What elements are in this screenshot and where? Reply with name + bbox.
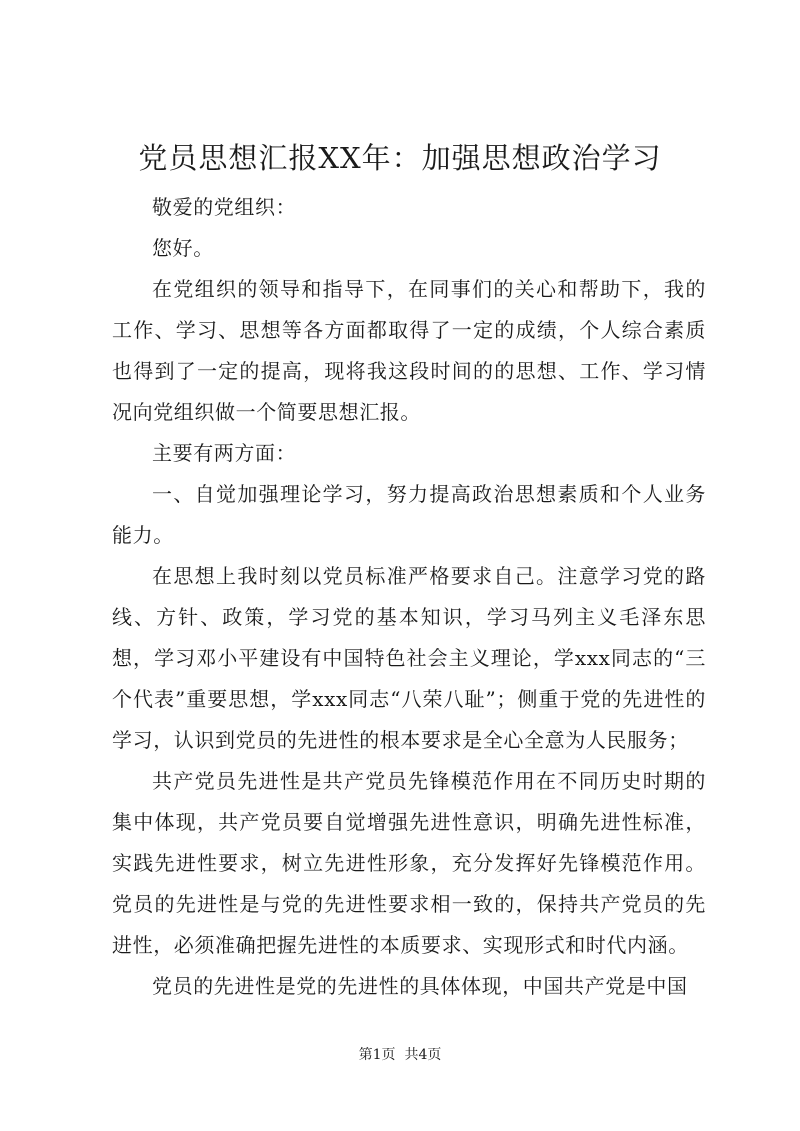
document-body xyxy=(112,187,706,1007)
document-title: 党员思想汇报XX年：加强思想政治学习 xyxy=(138,141,662,175)
salutation: 敬爱的党组织： xyxy=(152,195,297,219)
body-paragraph: 共产党员先进性是共产党员先锋模范作用在不同历史时期的集中体现，共产党员要自觉增强先进性意识，明确先进性标准，实践先进性要求，树立先进性形象，充分发挥好先锋模范作用。党员的先进性是与党的先进性要求相一致的，保持共产党员的先进性，必须准确把握先进性的本质要求、实现形式和时代内涵。 xyxy=(112,769,706,957)
page-footer: 第1页 共4页 xyxy=(358,1047,442,1063)
section-heading: 一、自觉加强理论学习，努力提高政治思想素质和个人业务能力。 xyxy=(112,482,706,547)
body-paragraph: 主要有两方面： xyxy=(152,441,297,465)
greeting: 您好。 xyxy=(152,236,214,260)
body-paragraph: 在思想上我时刻以党员标准严格要求自己。注意学习党的路线、方针、政策，学习党的基本知识，学习马列主义毛泽东思想，学习邓小平建设有中国特色社会主义理论，学xxx同志的“三个代表”重要思想，学xxx同志“八荣八耻”；侧重于党的先进性的学习，认识到党员的先进性的根本要求是全心全意为人民服务； xyxy=(112,564,706,752)
body-paragraph: 党员的先进性是党的先进性的具体体现，中国共产党是中国 xyxy=(152,974,688,998)
body-paragraph: 在党组织的领导和指导下，在同事们的关心和帮助下，我的工作、学习、思想等各方面都取得了一定的成绩，个人综合素质也得到了一定的提高，现将我这段时间的的思想、工作、学习情况向党组织做一个简要思想汇报。 xyxy=(112,277,706,424)
